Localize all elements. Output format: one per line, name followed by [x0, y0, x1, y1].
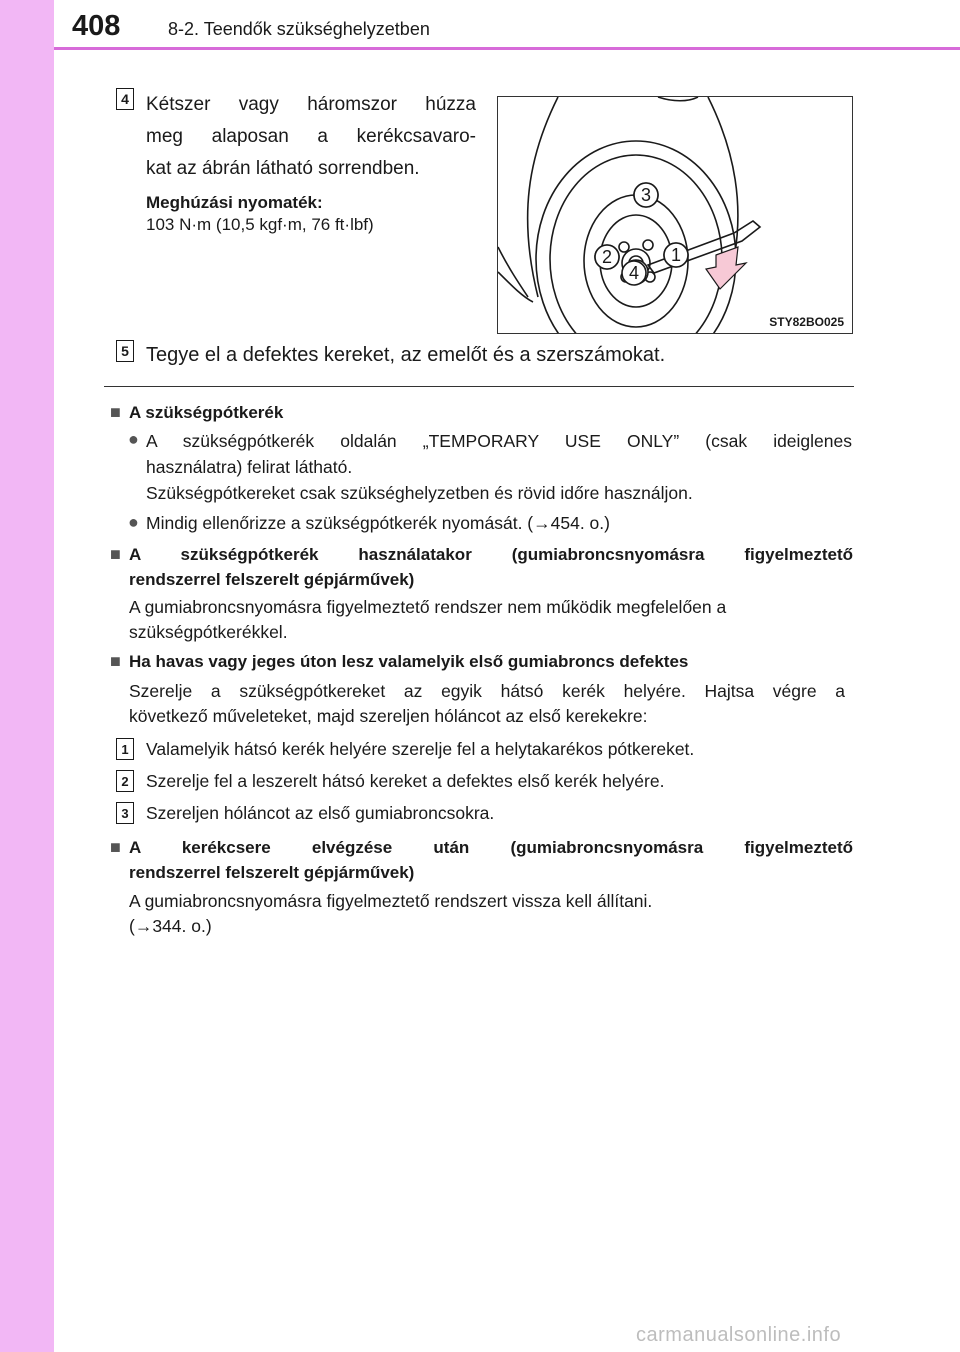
header-divider — [54, 47, 960, 50]
s1b-text: Mindig ellenőrizze a szükségpótkerék nyomását. (→454. o.) — [146, 513, 610, 533]
dot-bullet-icon: ● — [128, 512, 139, 532]
svg-text:4: 4 — [628, 263, 640, 283]
step4-line1: Kétszer vagy háromszor húzza — [146, 94, 476, 115]
step4-line2: meg alaposan a kerékcsavaro- — [146, 126, 476, 147]
substep-number: 1 — [116, 738, 134, 760]
dot-bullet-icon: ● — [128, 429, 139, 449]
s3-body-line1: Szerelje a szükségpótkereket az egyik hátsó kerék helyére. Hajtsa végre a — [129, 681, 845, 701]
square-bullet-icon: ■ — [110, 544, 121, 564]
torque-label: Meghúzási nyomaték: — [146, 193, 323, 212]
s4-body-line2: (→344. o.) — [129, 916, 212, 936]
section-title: 8-2. Teendők szükséghelyzetben — [168, 19, 430, 39]
step-number-5: 5 — [116, 340, 134, 362]
callout-4-layer — [498, 97, 853, 334]
s3-title: Ha havas vagy jeges úton lesz valamelyik első gumiabroncs defektes — [129, 652, 689, 671]
square-bullet-icon: ■ — [110, 651, 121, 671]
svg-text:1: 1 — [670, 245, 682, 265]
svg-text:3: 3 — [640, 185, 652, 205]
wheel-nut-order-figure — [497, 96, 853, 334]
watermark: carmanualsonline.info — [636, 1324, 842, 1346]
square-bullet-icon: ■ — [110, 402, 121, 422]
s4-title-line2: rendszerrel felszerelt gépjárművek) — [129, 863, 415, 882]
step5-text: Tegye el a defektes kereket, az emelőt és a szerszámokat. — [146, 344, 666, 366]
s4-title-line1: A kerékcsere elvégzése után (gumiabroncsnyomásra figyelmeztető — [129, 838, 853, 857]
s1a-line3: Szükségpótkereket csak szükséghelyzetben és rövid időre használjon. — [146, 483, 693, 503]
s4-body-line1: A gumiabroncsnyomásra figyelmeztető rendszert vissza kell állítani. — [129, 891, 653, 911]
step4-line3: kat az ábrán látható sorrendben. — [146, 158, 420, 179]
s2-body-line2: szükségpótkerékkel. — [129, 622, 288, 642]
step-number-4: 4 — [116, 88, 134, 110]
callout-4-visible-final-badge — [622, 261, 646, 285]
s1a-line1: A szükségpótkerék oldalán „TEMPORARY USE ONLY” (csak ideiglenes — [146, 431, 852, 451]
s2-body-line1: A gumiabroncsnyomásra figyelmeztető rendszer nem működik megfelelően a — [129, 597, 727, 617]
s2-title-line2: rendszerrel felszerelt gépjárművek) — [129, 570, 415, 589]
page-number: 408 — [72, 10, 121, 42]
substep-number: 2 — [116, 770, 134, 792]
substep-text: Szerelje fel a leszerelt hátsó kereket a defektes első kerék helyére. — [146, 771, 665, 791]
substep-text: Valamelyik hátsó kerék helyére szerelje fel a helytakarékos pótkereket. — [146, 739, 695, 759]
s2-title-line1: A szükségpótkerék használatakor (gumiabroncsnyomásra figyelmeztető — [129, 545, 853, 564]
substep-text: Szereljen hóláncot az első gumiabroncsokra. — [146, 803, 495, 823]
figure-code: STY82BO025 — [769, 315, 844, 329]
torque-value: 103 N·m (10,5 kgf·m, 76 ft·lbf) — [146, 215, 374, 234]
section-divider — [104, 386, 854, 387]
square-bullet-icon: ■ — [110, 837, 121, 857]
s1a-line2: használatra) felirat látható. — [146, 457, 353, 477]
s1-title: A szükségpótkerék — [129, 403, 284, 422]
svg-text:2: 2 — [601, 247, 613, 267]
substep-number: 3 — [116, 802, 134, 824]
side-tab — [0, 0, 54, 1352]
s3-body-line2: következő műveleteket, majd szereljen hóláncot az első kerekekre: — [129, 706, 648, 726]
